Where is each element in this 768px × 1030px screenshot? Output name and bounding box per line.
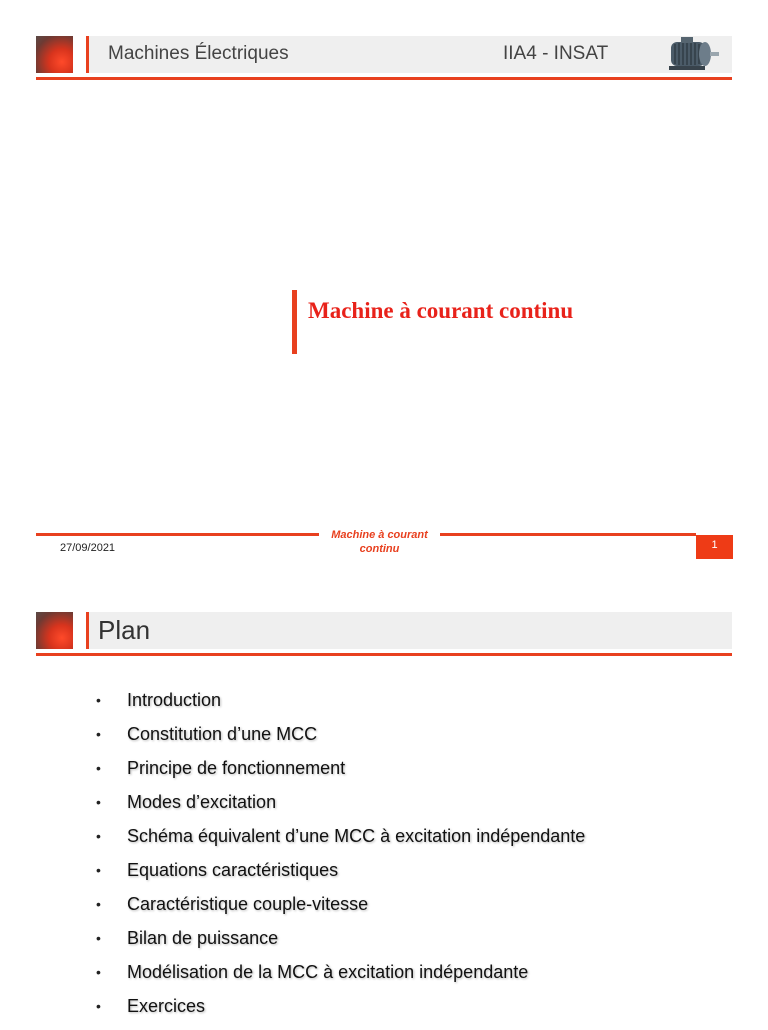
footer-center-text (319, 528, 440, 556)
bullet: • (96, 964, 101, 980)
bullet: • (96, 998, 101, 1014)
bullet: • (96, 760, 101, 776)
list-item-text: Equations caractéristiques (127, 860, 339, 880)
list-item-text: Caractéristique couple-vitesse (127, 894, 369, 914)
list-item (0, 826, 700, 860)
list-item (0, 690, 700, 724)
footer-rule-left (36, 533, 319, 536)
list-item (0, 962, 700, 996)
list-item (0, 724, 700, 758)
plan-list (0, 690, 700, 1030)
header-course: IIA4 - INSAT (503, 43, 609, 64)
footer-center-line-2: continu (359, 543, 400, 555)
header-band (88, 612, 732, 649)
footer-rule-right (440, 533, 696, 536)
list-item (0, 996, 700, 1030)
header-separator (86, 612, 89, 649)
list-item (0, 928, 700, 962)
slide-2 (0, 580, 768, 1024)
list-item-text: Principe de fonctionnement (127, 758, 346, 778)
list-item-text: Modes d’excitation (127, 792, 277, 812)
footer-date: 27/09/2021 (60, 542, 116, 554)
title-accent-bar (292, 290, 297, 354)
deck-title: Machine à courant continu (308, 298, 574, 323)
footer-center-line-1: Machine à courant (331, 529, 428, 541)
page-number: 1 (696, 535, 733, 559)
bullet: • (96, 896, 101, 912)
list-item (0, 758, 700, 792)
header-rule (36, 77, 732, 80)
header-rule (36, 653, 732, 656)
list-item-text: Modélisation de la MCC à excitation indépendante (127, 962, 529, 982)
header-logo-square (36, 612, 73, 649)
motor-icon (663, 34, 721, 76)
list-item (0, 792, 700, 826)
bullet: • (96, 794, 101, 810)
bullet: • (96, 726, 101, 742)
slide-title: Plan (98, 615, 151, 645)
bullet: • (96, 692, 101, 708)
header-separator (86, 36, 89, 73)
header-logo-square (36, 36, 73, 73)
list-item-text: Bilan de puissance (127, 928, 279, 948)
list-item-text: Exercices (127, 996, 206, 1016)
bullet: • (96, 828, 101, 844)
list-item (0, 860, 700, 894)
list-item-text: Introduction (127, 690, 222, 710)
bullet: • (96, 862, 101, 878)
header-title: Machines Électriques (108, 43, 289, 64)
list-item (0, 894, 700, 928)
list-item-text: Constitution d’une MCC (127, 724, 318, 744)
list-item-text: Schéma équivalent d’une MCC à excitation indépendante (127, 826, 586, 846)
bullet: • (96, 930, 101, 946)
